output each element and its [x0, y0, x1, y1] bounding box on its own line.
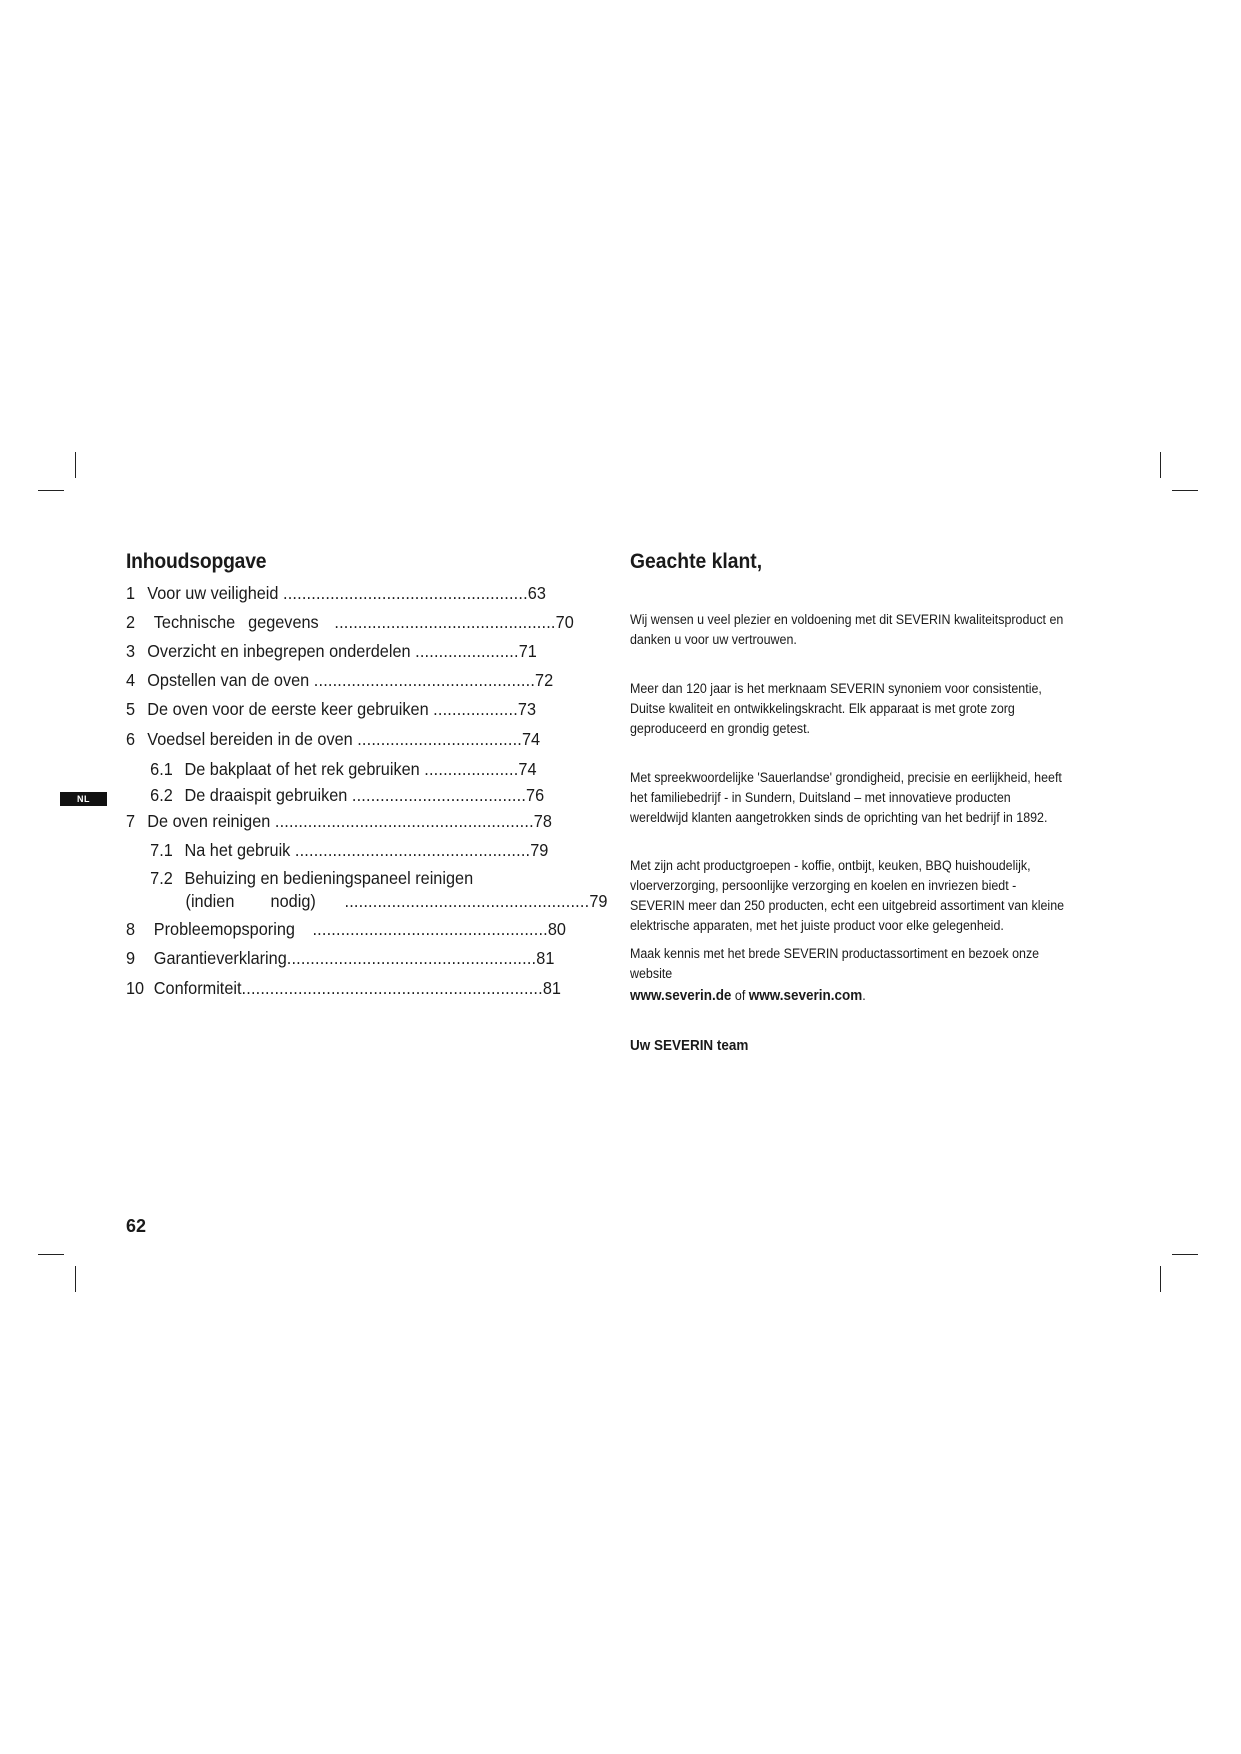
toc-entry[interactable]: 8 Probleemopsporing ..................................................80	[126, 919, 566, 939]
toc-entry[interactable]: (indien nodig) ....................................................79	[185, 891, 608, 911]
toc-entry[interactable]: 9 Garantieverklaring.....................................................81	[126, 948, 555, 968]
crop-mark	[1160, 452, 1161, 478]
toc-entry[interactable]: 6 Voedsel bereiden in de oven ...................................74	[126, 729, 541, 749]
greeting-title: Geachte klant,	[630, 550, 763, 573]
crop-mark	[38, 1254, 64, 1255]
intro-paragraph: Meer dan 120 jaar is het merknaam SEVERIN synoniem voor consistentie, Duitse kwaliteit en ontwikkelingskracht. Elk apparaat is met grote zorg geproduceerd en grondig getest.	[630, 681, 1042, 736]
table-of-contents	[126, 550, 626, 998]
language-tab: NL	[60, 792, 107, 806]
toc-entry[interactable]: 7.1 Na het gebruik ..................................................79	[150, 840, 549, 860]
toc-entry[interactable]: 7.2 Behuizing en bedieningspaneel reinigen	[150, 868, 474, 888]
toc-entry[interactable]: 7 De oven reinigen .......................................................78	[126, 811, 552, 831]
toc-title: Inhoudsopgave	[126, 550, 267, 573]
toc-entry[interactable]: 3 Overzicht en inbegrepen onderdelen ......................71	[126, 641, 537, 661]
toc-entry[interactable]: 6.1 De bakplaat of het rek gebruiken ....................74	[150, 759, 537, 779]
crop-mark	[38, 490, 64, 491]
toc-entry[interactable]: 4 Opstellen van de oven ...............................................72	[126, 670, 554, 690]
page-number: 62	[126, 1216, 147, 1236]
toc-entry[interactable]: 5 De oven voor de eerste keer gebruiken ..................73	[126, 699, 537, 719]
intro-paragraph: Maak kennis met het brede SEVERIN productassortiment en bezoek onze website	[630, 946, 1040, 981]
intro-paragraph: Wij wensen u veel plezier en voldoening met dit SEVERIN kwaliteitsproduct en danken u voor uw vertrouwen.	[630, 612, 1064, 647]
intro-paragraph: Met zijn acht productgroepen - koffie, ontbijt, keuken, BBQ huishoudelijk, vloerverzorging, persoonlijke verzorging en koelen en invriezen biedt - SEVERIN meer dan 250 producten, echt een uitgebreid assortiment van kleine elektrische apparaten, met het juiste product voor elke gelegenheid.	[630, 858, 1065, 933]
crop-mark	[1172, 490, 1198, 491]
crop-mark	[75, 452, 76, 478]
crop-mark	[75, 1266, 76, 1292]
toc-entry[interactable]: 6.2 De draaispit gebruiken .....................................76	[150, 785, 545, 805]
crop-mark	[1172, 1254, 1198, 1255]
website-line: www.severin.de of www.severin.com.	[630, 988, 866, 1004]
intro-column	[630, 550, 1090, 1054]
intro-paragraph: Met spreekwoordelijke 'Sauerlandse' grondigheid, precisie en eerlijkheid, heeft het familiebedrijf - in Sundern, Duitsland – met innovatieve producten wereldwijd klanten aangetrokken sinds de oprichting van het bedrijf in 1892.	[630, 770, 1062, 825]
website-link[interactable]: www.severin.com	[748, 988, 863, 1004]
toc-entry[interactable]: 1 Voor uw veiligheid ....................................................63	[126, 583, 546, 603]
toc-entry[interactable]: 10 Conformiteit................................................................81	[126, 978, 561, 998]
website-link[interactable]: www.severin.de	[630, 988, 732, 1004]
crop-mark	[1160, 1266, 1161, 1292]
signature: Uw SEVERIN team	[630, 1038, 749, 1054]
toc-entry[interactable]: 2 Technische gegevens ...............................................70	[126, 612, 574, 632]
